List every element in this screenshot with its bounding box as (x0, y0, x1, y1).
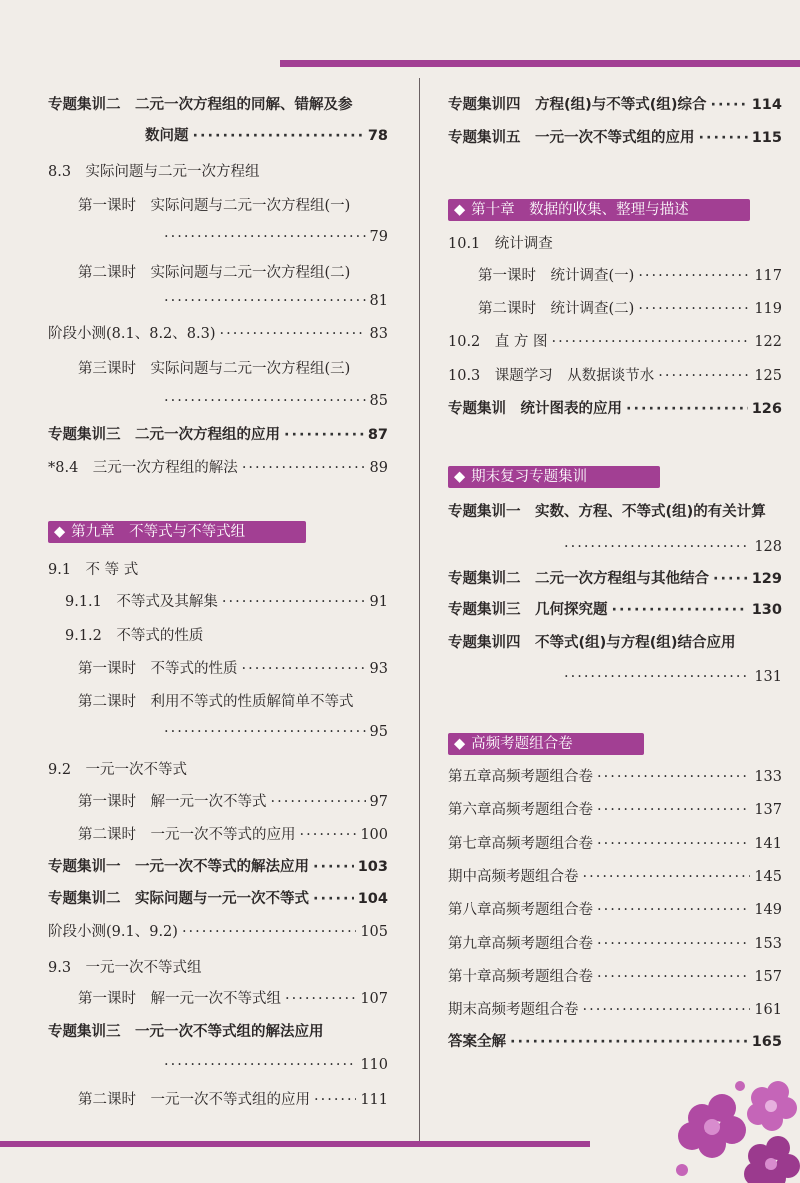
chapter-heading-label: 期末复习专题集训 (471, 469, 588, 485)
toc-entry-label: 专题集训三 二元一次方程组的应用 (48, 427, 280, 443)
leader-dots (164, 291, 366, 311)
leader-dots (284, 425, 364, 445)
toc-entry[interactable] (448, 569, 782, 589)
toc-entry-page: 107 (360, 991, 388, 1007)
toc-entry[interactable] (48, 922, 388, 942)
toc-entry-label: 第一课时 不等式的性质 (78, 661, 238, 677)
leader-dots (242, 659, 366, 679)
toc-entry-label: 第七章高频考题组合卷 (448, 836, 593, 852)
toc-entry-label: 专题集训四 方程(组)与不等式(组)综合 (448, 97, 707, 113)
leader-dots (658, 366, 750, 386)
toc-entry-page: 100 (360, 827, 388, 843)
toc-entry-label: 9.1 不 等 式 (48, 562, 139, 578)
leader-dots (597, 900, 750, 920)
diamond-icon: ◆ (54, 524, 66, 540)
toc-entry[interactable] (560, 537, 782, 557)
toc-entry-page: 103 (357, 859, 388, 875)
diamond-icon: ◆ (454, 469, 466, 485)
toc-entry-label: 第一课时 解一元一次不等式 (78, 794, 267, 810)
toc-entry[interactable] (448, 633, 782, 653)
toc-entry-label: 9.3 一元一次不等式组 (48, 960, 202, 976)
leader-dots (164, 1055, 356, 1075)
toc-entry[interactable] (78, 692, 388, 712)
toc-entry-page: 126 (751, 401, 782, 417)
toc-entry-page: 130 (751, 602, 782, 618)
toc-entry-label: 9.2 一元一次不等式 (48, 762, 188, 778)
toc-entry-page: 110 (360, 1057, 388, 1073)
toc-entry[interactable] (48, 95, 388, 115)
toc-entry[interactable] (448, 934, 782, 954)
leader-dots (626, 399, 748, 419)
toc-entry-label: 第八章高频考题组合卷 (448, 902, 593, 918)
toc-entry-label: 10.1 统计调查 (448, 236, 553, 252)
toc-entry[interactable] (448, 800, 782, 820)
toc-entry[interactable] (48, 458, 388, 478)
toc-entry-page: 119 (754, 301, 782, 317)
leader-dots (285, 989, 356, 1009)
chapter-heading (448, 733, 644, 755)
leader-dots (313, 857, 354, 877)
toc-entry[interactable] (448, 366, 782, 386)
toc-entry[interactable] (448, 332, 782, 352)
toc-entry[interactable] (160, 227, 388, 247)
leader-dots (222, 592, 366, 612)
leader-dots (699, 128, 748, 148)
toc-entry-label: 第三课时 实际问题与二元一次方程组(三) (78, 361, 351, 377)
toc-entry[interactable] (78, 359, 388, 379)
leader-dots (271, 792, 366, 812)
top-accent-bar (280, 60, 800, 67)
toc-entry-page: 85 (369, 393, 388, 409)
toc-entry[interactable] (448, 95, 782, 115)
toc-entry-page: 104 (357, 891, 388, 907)
toc-entry[interactable] (65, 592, 388, 612)
toc-entry-label: 专题集训一 实数、方程、不等式(组)的有关计算 (448, 504, 766, 520)
toc-entry-page: 111 (360, 1092, 388, 1108)
toc-entry[interactable] (448, 900, 782, 920)
leader-dots (552, 332, 751, 352)
toc-entry[interactable] (560, 667, 782, 687)
toc-entry-page: 91 (369, 594, 388, 610)
toc-entry-label: 期中高频考题组合卷 (448, 869, 579, 885)
chapter-heading (448, 199, 750, 221)
toc-entry-page: 78 (367, 128, 388, 144)
toc-entry-page: 141 (754, 836, 782, 852)
leader-dots (583, 867, 751, 887)
leader-dots (597, 934, 750, 954)
toc-entry[interactable] (145, 126, 388, 146)
toc-entry-label: 第二课时 统计调查(二) (478, 301, 635, 317)
chapter-heading-label: 高频考题组合卷 (471, 736, 573, 752)
toc-entry[interactable] (78, 1090, 388, 1110)
toc-entry-page: 125 (754, 368, 782, 384)
toc-entry-label: 第二课时 一元一次不等式组的应用 (78, 1092, 310, 1108)
toc-entry-page: 128 (754, 539, 782, 555)
flower-decoration-icon (662, 1078, 800, 1183)
toc-entry-page: 161 (754, 1002, 782, 1018)
leader-dots (638, 266, 750, 286)
toc-entry-label: 第六章高频考题组合卷 (448, 802, 593, 818)
toc-entry-page: 93 (369, 661, 388, 677)
toc-entry[interactable] (448, 600, 782, 620)
toc-entry-label: 专题集训二 二元一次方程组的同解、错解及参 (48, 97, 353, 113)
chapter-heading (48, 521, 306, 543)
toc-entry-label: 专题集训二 实际问题与一元一次不等式 (48, 891, 309, 907)
toc-entry-page: 122 (754, 334, 782, 350)
toc-entry-label: 第一课时 实际问题与二元一次方程组(一) (78, 198, 351, 214)
chapter-heading-label: 第九章 不等式与不等式组 (71, 524, 246, 540)
toc-entry-page: 114 (751, 97, 782, 113)
leader-dots (713, 569, 748, 589)
leader-dots (564, 537, 750, 557)
toc-entry-page: 95 (369, 724, 388, 740)
toc-entry[interactable] (48, 958, 388, 978)
leader-dots (193, 126, 364, 146)
leader-dots (164, 227, 366, 247)
toc-entry-label: 专题集训三 一元一次不等式组的解法应用 (48, 1024, 324, 1040)
toc-entry-label: 第十章高频考题组合卷 (448, 969, 593, 985)
toc-entry-page: 129 (751, 571, 782, 587)
toc-entry-page: 83 (369, 326, 388, 342)
toc-entry-page: 145 (754, 869, 782, 885)
toc-entry[interactable] (78, 825, 388, 845)
leader-dots (510, 1032, 748, 1052)
toc-entry-label: 专题集训四 不等式(组)与方程(组)结合应用 (448, 635, 736, 651)
toc-entry-page: 89 (369, 460, 388, 476)
toc-entry-page: 165 (751, 1034, 782, 1050)
toc-entry-label: 阶段小测(9.1、9.2) (48, 924, 178, 940)
toc-entry-label: 专题集训 统计图表的应用 (448, 401, 622, 417)
toc-entry-label: 数问题 (145, 128, 189, 144)
toc-entry-page: 79 (369, 229, 388, 245)
leader-dots (612, 600, 748, 620)
leader-dots (597, 834, 750, 854)
toc-entry[interactable] (48, 324, 388, 344)
toc-entry[interactable] (160, 722, 388, 742)
toc-entry[interactable] (448, 834, 782, 854)
toc-entry[interactable] (160, 1055, 388, 1075)
toc-entry-page: 117 (754, 268, 782, 284)
leader-dots (313, 889, 354, 909)
toc-entry[interactable] (160, 291, 388, 311)
toc-entry[interactable] (448, 399, 782, 419)
leader-dots (314, 1090, 356, 1110)
toc-entry-label: *8.4 三元一次方程组的解法 (48, 460, 238, 476)
toc-entry-label: 第二课时 实际问题与二元一次方程组(二) (78, 265, 351, 281)
toc-entry[interactable] (48, 760, 388, 780)
toc-entry-page: 153 (754, 936, 782, 952)
toc-entry[interactable] (48, 162, 388, 182)
leader-dots (597, 967, 750, 987)
toc-entry[interactable] (78, 792, 388, 812)
toc-entry-page: 97 (369, 794, 388, 810)
toc-entry[interactable] (48, 889, 388, 909)
diamond-icon: ◆ (454, 736, 466, 752)
toc-entry-page: 131 (754, 669, 782, 685)
toc-entry-label: 专题集训三 几何探究题 (448, 602, 608, 618)
toc-entry[interactable] (448, 1032, 782, 1052)
toc-entry-page: 137 (754, 802, 782, 818)
leader-dots (638, 299, 750, 319)
toc-entry-label: 专题集训二 二元一次方程组与其他结合 (448, 571, 709, 587)
leader-dots (220, 324, 366, 344)
toc-entry[interactable] (65, 626, 388, 646)
chapter-heading (448, 466, 660, 488)
toc-entry-label: 专题集训一 一元一次不等式的解法应用 (48, 859, 309, 875)
toc-entry[interactable] (478, 266, 782, 286)
toc-entry-label: 专题集训五 一元一次不等式组的应用 (448, 130, 695, 146)
toc-entry-label: 10.2 直 方 图 (448, 334, 548, 350)
toc-entry[interactable] (160, 391, 388, 411)
toc-entry-label: 8.3 实际问题与二元一次方程组 (48, 164, 260, 180)
toc-entry-page: 157 (754, 969, 782, 985)
leader-dots (164, 391, 366, 411)
toc-entry-label: 答案全解 (448, 1034, 506, 1050)
chapter-heading-label: 第十章 数据的收集、整理与描述 (471, 202, 689, 218)
toc-entry-label: 阶段小测(8.1、8.2、8.3) (48, 326, 216, 342)
leader-dots (182, 922, 356, 942)
toc-entry-page: 81 (369, 293, 388, 309)
toc-entry-page: 105 (360, 924, 388, 940)
toc-entry-label: 第二课时 一元一次不等式的应用 (78, 827, 296, 843)
leader-dots (564, 667, 750, 687)
toc-entry[interactable] (48, 1022, 388, 1042)
toc-entry[interactable] (448, 502, 782, 522)
toc-entry-page: 87 (367, 427, 388, 443)
toc-entry[interactable] (448, 867, 782, 887)
leader-dots (711, 95, 748, 115)
toc-entry[interactable] (448, 967, 782, 987)
toc-entry[interactable] (448, 128, 782, 148)
toc-entry-label: 9.1.2 不等式的性质 (65, 628, 204, 644)
leader-dots (597, 767, 750, 787)
toc-entry[interactable] (48, 425, 388, 445)
leader-dots (164, 722, 366, 742)
toc-entry[interactable] (78, 659, 388, 679)
leader-dots (597, 800, 750, 820)
bottom-accent-bar (0, 1141, 590, 1147)
toc-entry[interactable] (448, 1000, 782, 1020)
toc-entry-label: 期末高频考题组合卷 (448, 1002, 579, 1018)
toc-entry-label: 第五章高频考题组合卷 (448, 769, 593, 785)
toc-entry[interactable] (48, 560, 388, 580)
toc-entry[interactable] (78, 196, 388, 216)
toc-entry[interactable] (48, 857, 388, 877)
column-divider (419, 78, 420, 1144)
toc-entry-label: 第一课时 统计调查(一) (478, 268, 635, 284)
toc-entry[interactable] (78, 989, 388, 1009)
toc-entry-label: 第二课时 利用不等式的性质解简单不等式 (78, 694, 354, 710)
toc-entry-label: 第一课时 解一元一次不等式组 (78, 991, 281, 1007)
toc-entry[interactable] (78, 263, 388, 283)
toc-entry-label: 第九章高频考题组合卷 (448, 936, 593, 952)
toc-entry-page: 115 (751, 130, 782, 146)
toc-entry-label: 9.1.1 不等式及其解集 (65, 594, 218, 610)
leader-dots (242, 458, 366, 478)
toc-entry-page: 149 (754, 902, 782, 918)
toc-entry[interactable] (448, 234, 782, 254)
toc-entry[interactable] (448, 767, 782, 787)
leader-dots (583, 1000, 751, 1020)
toc-entry-page: 133 (754, 769, 782, 785)
toc-entry-label: 10.3 课题学习 从数据谈节水 (448, 368, 655, 384)
leader-dots (300, 825, 357, 845)
diamond-icon: ◆ (454, 202, 466, 218)
toc-entry[interactable] (478, 299, 782, 319)
